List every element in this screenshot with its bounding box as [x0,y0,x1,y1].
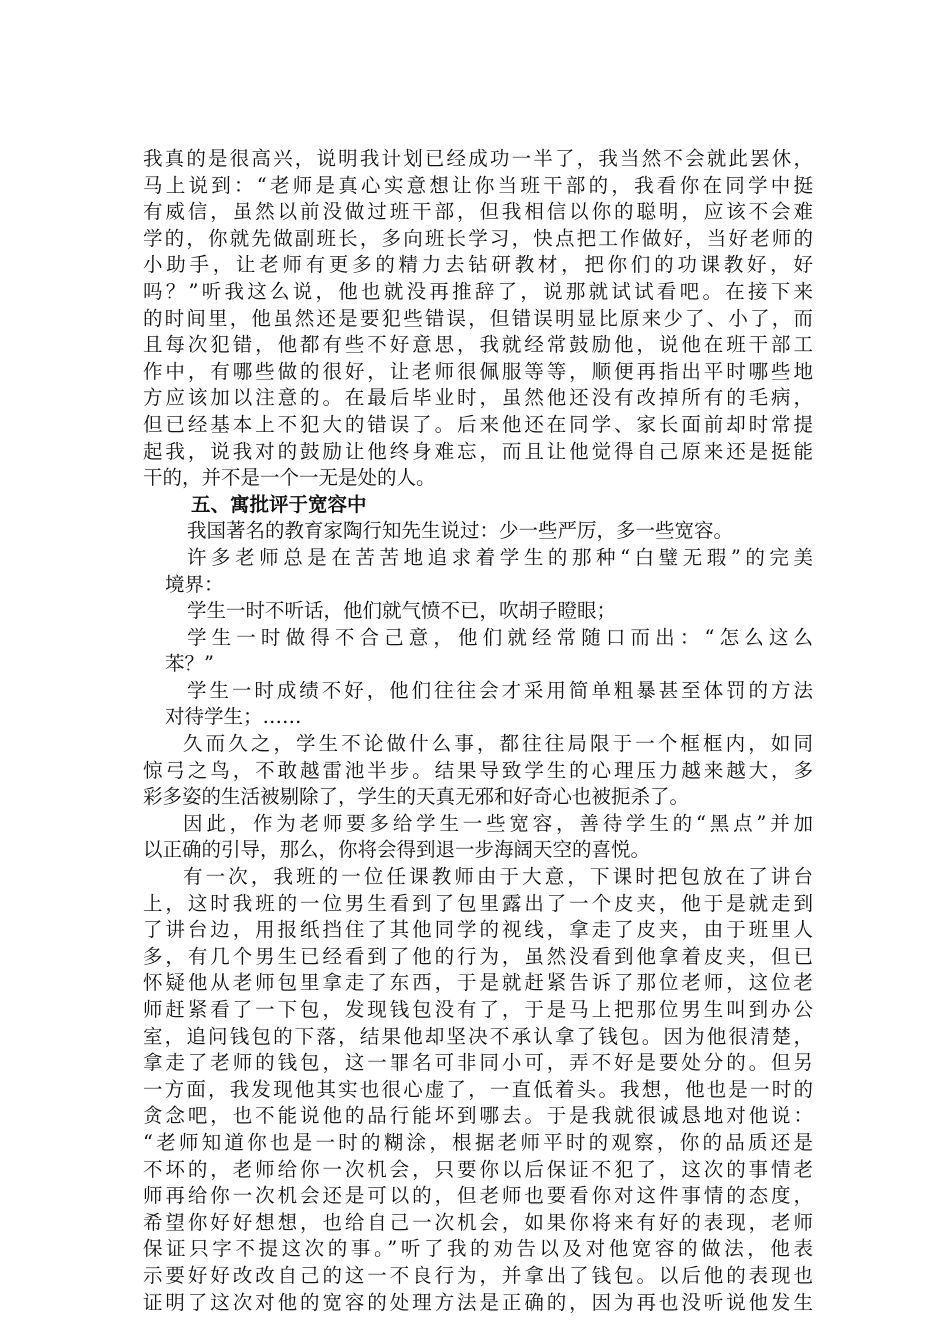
text-line: 境界： [165,572,224,596]
text-line: 学生一时不听话，他们就气愤不已，吹胡子瞪眼； [187,599,617,623]
text-line: 师赶紧看了一下包，发现钱包没有了，于是马上把那位男生叫到办公 [143,998,813,1021]
text-line: 对待学生；…… [165,705,302,729]
text-line: 且每次犯错，他都有些不好意思，我就经常鼓励他，说他在班干部工 [143,333,813,357]
text-line: 保证只字不提这次的事。”听了我的劝告以及对他宽容的做法，他表 [143,1237,813,1261]
text-line: 我真的是很高兴，说明我计划已经成功一半了，我当然不会就此罢休， [143,147,813,170]
text-line: 的时间里，他虽然还是要犯些错误，但错误明显比原来少了、小了，而 [143,306,813,330]
section-heading: 五、寓批评于宽容中 [191,492,367,516]
document-body [143,146,813,1316]
text-line: 了讲台边，用报纸挡住了其他同学的视线，拿走了皮夹，由于班里人 [143,918,813,942]
text-line: 贪念吧，也不能说他的品行能坏到哪去。于是我就很诚恳地对他说： [143,1104,813,1128]
text-line: 一方面，我发现他其实也很心虚了，一直低着头。我想，他也是一时的 [143,1077,813,1101]
text-line: 上，这时我班的一位男生看到了包里露出了一个皮夹，他于是就走到 [143,891,813,915]
text-line: 有威信，虽然以前没做过班干部，但我相信以你的聪明，应该不会难 [143,200,813,224]
text-line: 示要好好改改自己的这一不良行为，并拿出了钱包。以后他的表现也 [143,1263,813,1287]
text-line: 小助手，让老师有更多的精力去钻研教材，把你们的功课教好，好 [143,253,813,277]
text-line: 久而久之，学生不论做什么事，都往往局限于一个框框内，如同 [183,732,813,756]
text-line: 彩多姿的生活被剔除了，学生的天真无邪和好奇心也被扼杀了。 [143,785,690,809]
text-line: 以正确的引导，那么，你将会得到退一步海阔天空的喜悦。 [143,838,651,862]
text-line: “老师知道你也是一时的糊涂，根据老师平时的观察，你的品质还是 [143,1130,813,1154]
text-line: 吗？”听我这么说，他也就没再推辞了，说那就试试看吧。在接下来 [143,279,813,303]
text-line: 学生一时成绩不好，他们往往会才采用简单粗暴甚至体罚的方法 [187,678,813,702]
text-line: 室，追问钱包的下落，结果他却坚决不承认拿了钱包。因为他很清楚， [143,1024,813,1048]
text-line: 有一次，我班的一位任课教师由于大意，下课时把包放在了讲台 [183,865,813,889]
text-line: 拿走了老师的钱包，这一罪名可非同小可，弄不好是要处分的。但另 [143,1051,813,1075]
text-line: 马上说到：“老师是真心实意想让你当班干部的，我看你在同学中挺 [143,173,813,197]
text-line: 多，有几个男生已经看到了他的行为，虽然没看到他拿着皮夹，但已 [143,944,813,968]
text-line: 因此，作为老师要多给学生一些宽容，善待学生的“黑点”并加 [183,811,813,835]
text-line: 但已经基本上不犯大的错误了。后来他还在同学、家长面前却时常提 [143,412,813,436]
text-line: 怀疑他从老师包里拿走了东西，于是就赶紧告诉了那位老师，这位老 [143,971,813,995]
text-line: 我国著名的教育家陶行知先生说过：少一些严厉，多一些宽容。 [187,519,734,543]
text-line: 不坏的，老师给你一次机会，只要你以后保证不犯了，这次的事情老 [143,1157,813,1181]
text-line: 作中，有哪些做的很好，让老师很佩服等等，顺便再指出平时哪些地 [143,359,813,383]
text-line: 苯？” [165,652,214,676]
text-line: 惊弓之鸟，不敢越雷池半步。结果导致学生的心理压力越来越大，多 [143,758,813,782]
text-line: 干的，并不是一个一无是处的人。 [143,466,436,490]
text-line: 证明了这次对他的宽容的处理方法是正确的，因为再也没听说他发生 [143,1290,813,1314]
text-line: 希望你好好想想，也给自己一次机会，如果你将来有好的表现，老师 [143,1210,813,1234]
text-line: 许多老师总是在苦苦地追求着学生的那种“白璧无瑕”的完美 [187,545,813,569]
text-line: 起我，说我对的鼓励让他终身难忘，而且让他觉得自己原来还是挺能 [143,439,813,463]
text-line: 方应该加以注意的。在最后毕业时，虽然他还没有改掉所有的毛病， [143,386,813,410]
text-line: 师再给你一次机会还是可以的，但老师也要看你对这件事情的态度， [143,1184,813,1208]
text-line: 学的，你就先做副班长，多向班长学习，快点把工作做好，当好老师的 [143,226,813,250]
text-line: 学生一时做得不合己意，他们就经常随口而出：“怎么这么 [187,625,813,649]
